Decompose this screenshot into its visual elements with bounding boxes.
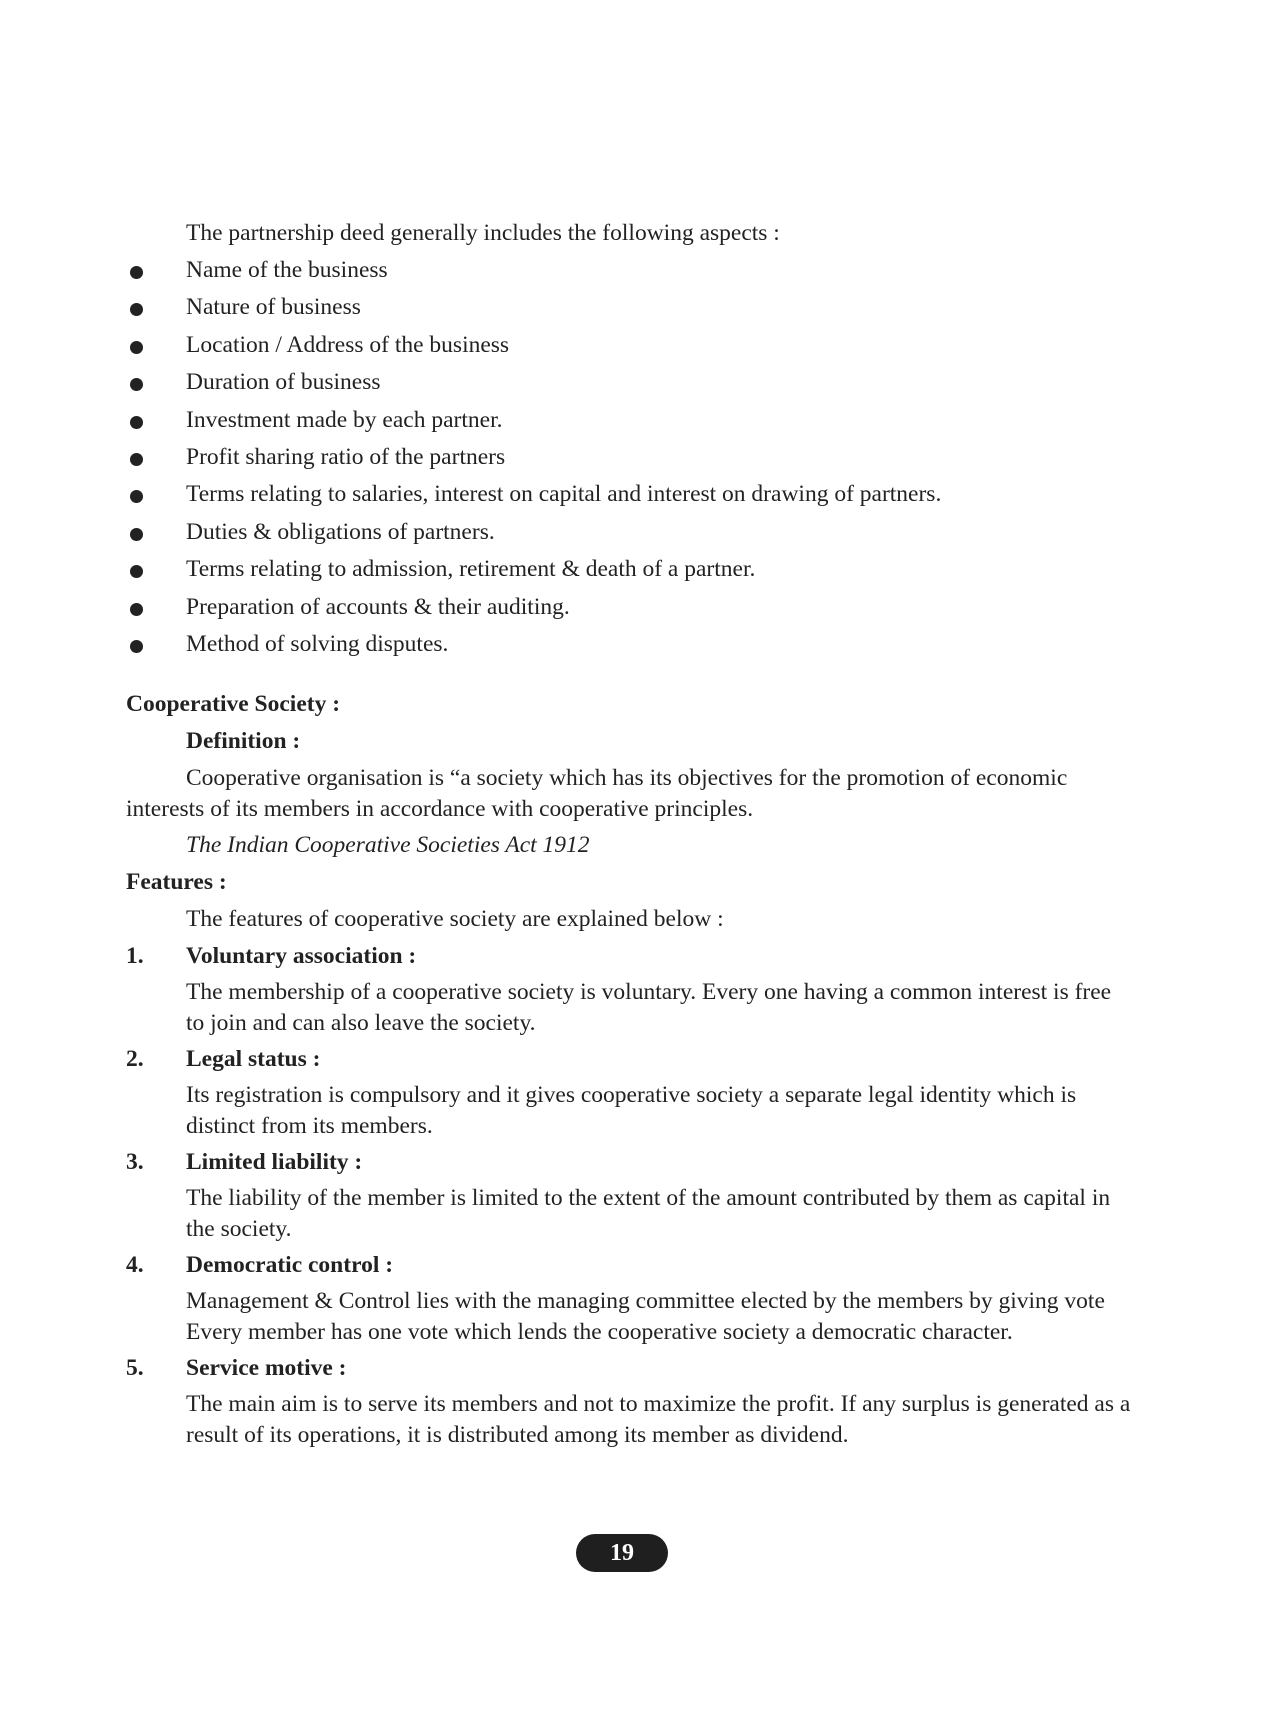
list-item-text: Duration of business: [186, 369, 381, 396]
list-item: [126, 517, 1131, 554]
bullet-icon: [130, 453, 143, 466]
page-number-badge: 19: [576, 1534, 668, 1572]
bullet-icon: [130, 416, 143, 429]
list-item-text: Terms relating to salaries, interest on capital and interest on drawing of partners.: [186, 481, 942, 508]
definition-citation: The Indian Cooperative Societies Act 1912: [186, 832, 590, 859]
definition-text: Cooperative organisation is “a society which has its objectives for the promotion of economic interests of its members in accordance with cooperative principles.: [126, 765, 1068, 823]
feature-title: Democratic control :: [186, 1252, 394, 1279]
bullet-icon: [130, 603, 143, 616]
feature-description: The main aim is to serve its members and not to maximize the profit. If any surplus is generated as a result of its operations, it is distributed among its member as dividend.: [186, 1391, 1131, 1449]
feature-title-row: [126, 1250, 1131, 1286]
list-item: [126, 629, 1131, 666]
list-item-text: Profit sharing ratio of the partners: [186, 443, 506, 470]
feature-title: Limited liability :: [186, 1149, 363, 1176]
list-item-text: Terms relating to admission, retirement & death of a partner.: [186, 556, 756, 583]
feature-number: 2.: [126, 1046, 144, 1073]
cooperative-society-heading: Cooperative Society :: [126, 691, 341, 718]
bullet-icon: [130, 341, 143, 354]
list-item: [126, 405, 1131, 442]
list-item-text: Preparation of accounts & their auditing.: [186, 593, 570, 620]
feature-description: The membership of a cooperative society is voluntary. Every one having a common interest is free to join and can also leave the society.: [186, 979, 1112, 1037]
feature-title: Legal status :: [186, 1046, 321, 1073]
bullet-icon: [130, 303, 143, 316]
list-item: [126, 330, 1131, 367]
list-item: [126, 292, 1131, 329]
feature-item: [126, 1147, 1131, 1245]
feature-item: [126, 1044, 1131, 1142]
feature-number: 5.: [126, 1355, 144, 1382]
feature-description: Management & Control lies with the managing committee elected by the members by giving vote Every member has one vote which lends the cooperative society a democratic character.: [186, 1288, 1105, 1346]
list-item-text: Name of the business: [186, 257, 388, 283]
list-item: [126, 592, 1131, 629]
list-item: [126, 367, 1131, 404]
feature-item: [126, 1353, 1131, 1451]
list-item-text: Method of solving disputes.: [186, 630, 449, 657]
bullet-icon: [130, 640, 143, 653]
list-item: [126, 479, 1131, 516]
feature-item: [126, 941, 1131, 1039]
feature-number: 4.: [126, 1252, 144, 1279]
bullet-icon: [130, 565, 143, 578]
feature-title-row: [126, 1147, 1131, 1183]
bullet-icon: [130, 528, 143, 541]
features-heading: Features :: [126, 869, 227, 896]
page-content: [126, 218, 1131, 1456]
list-item-text: Location / Address of the business: [186, 331, 510, 358]
feature-item: [126, 1250, 1131, 1348]
feature-description: The liability of the member is limited to the extent of the amount contributed by them as capital in the society.: [186, 1185, 1111, 1243]
bullet-icon: [130, 266, 143, 279]
feature-title-row: [126, 1353, 1131, 1389]
partnership-aspects-list: [126, 255, 1131, 666]
partnership-intro: The partnership deed generally includes the following aspects :: [186, 220, 780, 246]
feature-title: Service motive :: [186, 1355, 347, 1382]
list-item: [126, 554, 1131, 591]
list-item-text: Nature of business: [186, 294, 361, 321]
feature-title-row: [126, 1044, 1131, 1080]
features-intro: The features of cooperative society are explained below :: [186, 906, 724, 933]
list-item-text: Investment made by each partner.: [186, 406, 503, 433]
definition-heading: Definition :: [186, 728, 301, 755]
feature-description: Its registration is compulsory and it gives cooperative society a separate legal identity which is distinct from its members.: [186, 1082, 1077, 1140]
feature-number: 3.: [126, 1149, 144, 1176]
list-item: [126, 442, 1131, 479]
feature-title: Voluntary association :: [186, 943, 417, 970]
feature-number: 1.: [126, 943, 144, 970]
bullet-icon: [130, 490, 143, 503]
bullet-icon: [130, 378, 143, 391]
feature-title-row: [126, 941, 1131, 977]
list-item-text: Duties & obligations of partners.: [186, 518, 495, 545]
list-item: [126, 255, 1131, 292]
